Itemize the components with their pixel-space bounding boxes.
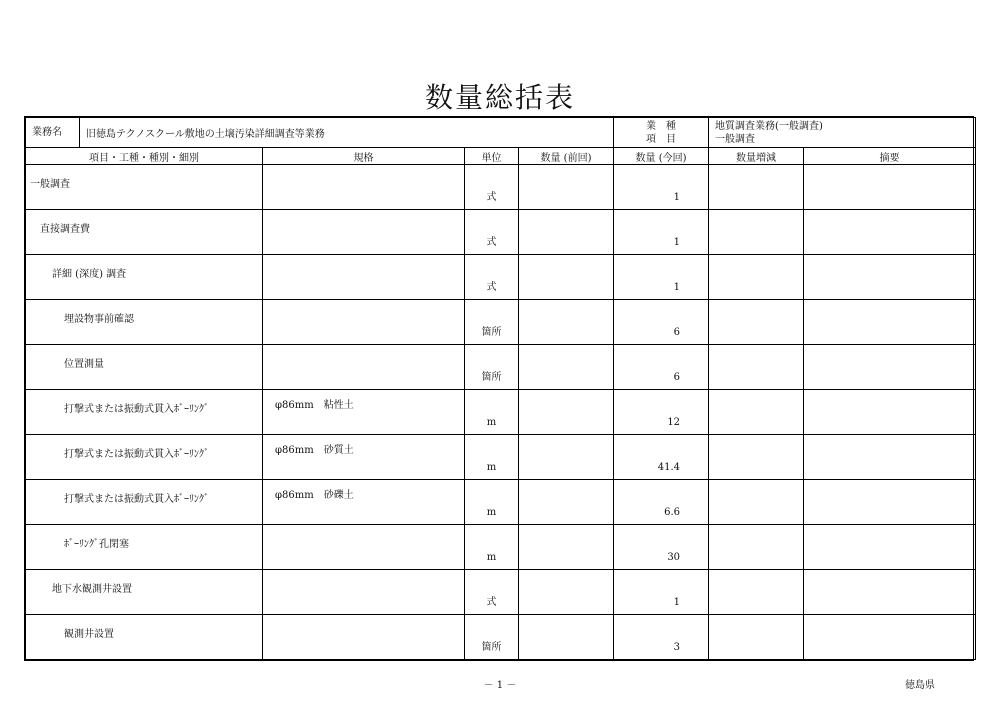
- column-header: 摘要: [804, 148, 976, 165]
- table-row: [26, 300, 976, 345]
- table-row: [26, 570, 976, 615]
- item-curr-qty: 1: [673, 282, 681, 293]
- gyomu-name: 旧徳島テクノスクール敷地の土壌汚染詳細調査等業務: [86, 129, 325, 140]
- column-header: 規格: [263, 148, 465, 165]
- gyoshu-label: 業 種: [646, 120, 677, 132]
- column-header-row: [26, 148, 976, 165]
- gyoshu-value: 地質調査業務(一般調査): [715, 120, 823, 132]
- header-row: [26, 118, 976, 148]
- item-curr-qty: 12: [667, 417, 681, 428]
- column-header: 数量増減: [709, 148, 804, 165]
- item-unit: 式: [486, 237, 497, 248]
- table-row: [26, 165, 976, 210]
- column-header: 単位: [465, 148, 519, 165]
- item-name: 詳細 (深度) 調査: [52, 269, 127, 280]
- item-name: 打撃式または振動式貫入ﾎﾞｰﾘﾝｸﾞ: [64, 404, 209, 415]
- item-name: 地下水観測井設置: [52, 584, 132, 595]
- page-number: － 1 －: [483, 680, 517, 691]
- table-row: [26, 210, 976, 255]
- item-unit: m: [486, 462, 497, 473]
- column-header: 数量 (今回): [614, 148, 709, 165]
- item-unit: 式: [486, 282, 497, 293]
- item-unit: 箇所: [481, 327, 502, 338]
- item-unit: m: [486, 417, 497, 428]
- item-name: ﾎﾞｰﾘﾝｸﾞ孔閉塞: [64, 539, 129, 550]
- item-curr-qty: 6: [673, 372, 681, 383]
- item-curr-qty: 1: [673, 192, 681, 203]
- item-name: 埋設物事前確認: [64, 314, 134, 325]
- item-name: 打撃式または振動式貫入ﾎﾞｰﾘﾝｸﾞ: [64, 494, 209, 505]
- table-row: [26, 390, 976, 435]
- item-unit: m: [486, 552, 497, 563]
- table-row: [26, 480, 976, 525]
- column-header: 数量 (前回): [519, 148, 614, 165]
- item-spec: φ86mm 砂礫土: [275, 490, 354, 501]
- item-curr-qty: 1: [673, 597, 681, 608]
- item-unit: 式: [486, 597, 497, 608]
- item-name: 位置測量: [64, 359, 104, 370]
- item-unit: 箇所: [481, 372, 502, 383]
- item-curr-qty: 6.6: [664, 507, 681, 518]
- table-row: [26, 615, 976, 660]
- item-curr-qty: 30: [667, 552, 681, 563]
- item-curr-qty: 6: [673, 327, 681, 338]
- item-curr-qty: 41.4: [657, 462, 681, 473]
- page-title: 数量総括表: [424, 81, 575, 114]
- item-curr-qty: 1: [673, 237, 681, 248]
- koumoku-value: 一般調査: [715, 133, 756, 145]
- item-spec: φ86mm 粘性土: [275, 400, 354, 411]
- item-curr-qty: 3: [673, 642, 681, 653]
- quantity-summary-table: [24, 116, 974, 661]
- table-row: [26, 345, 976, 390]
- item-unit: 箇所: [481, 642, 502, 653]
- gyomu-label: 業務名: [26, 118, 80, 147]
- koumoku-label: 項 目: [646, 133, 677, 145]
- table-row: [26, 255, 976, 300]
- prefecture-label: 徳島県: [905, 680, 935, 691]
- item-unit: m: [486, 507, 497, 518]
- column-header: 項目・工種・種別・細別: [26, 148, 263, 165]
- item-name: 直接調査費: [40, 224, 90, 235]
- table-row: [26, 435, 976, 480]
- table-row: [26, 525, 976, 570]
- item-name: 一般調査: [30, 179, 70, 190]
- item-unit: 式: [486, 192, 497, 203]
- item-name: 観測井設置: [64, 629, 114, 640]
- item-name: 打撃式または振動式貫入ﾎﾞｰﾘﾝｸﾞ: [64, 449, 209, 460]
- item-spec: φ86mm 砂質土: [275, 445, 354, 456]
